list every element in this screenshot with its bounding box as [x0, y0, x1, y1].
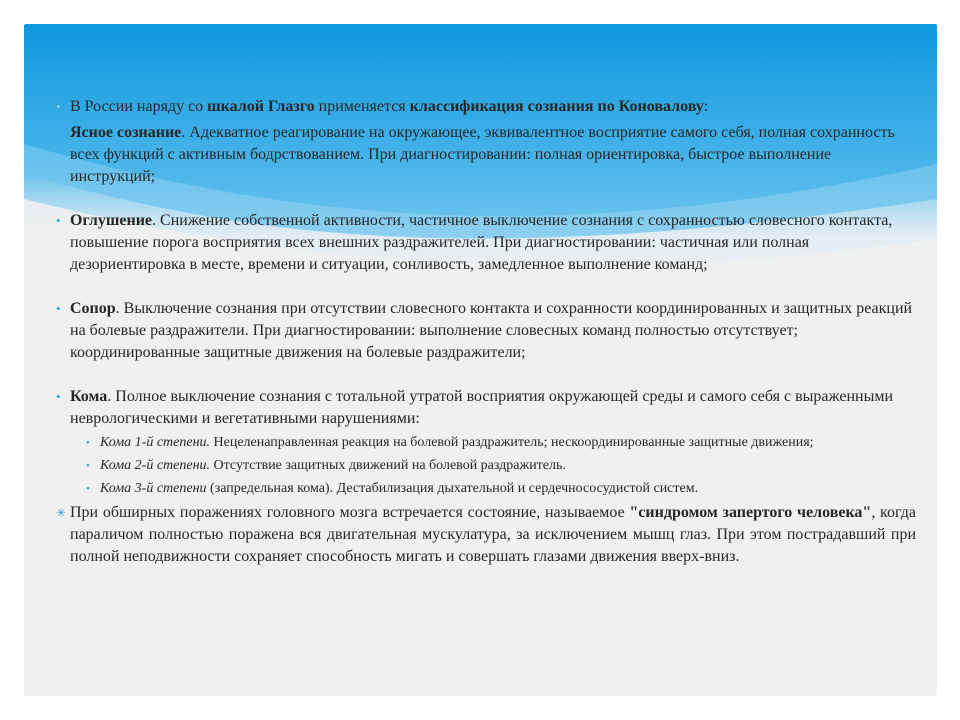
coma-degree-1: • Кома 1-й степени. Нецеленаправленная реакция на болевой раздражитель; нескоординированные защитные движения;	[100, 433, 916, 453]
clear-consciousness-term: Ясное сознание	[70, 124, 182, 141]
circle-bullet-icon: •	[86, 437, 90, 449]
circle-bullet-icon: •	[86, 483, 90, 495]
circle-bullet-icon: •	[56, 99, 61, 114]
stunning-paragraph: • Оглушение. Снижение собственной активности, частичное выключение сознания с сохранностью словесного контакта, повышение порога восприятия всех внешних раздражителей. При диагностировании: частичная или полная дезориентировка в месте, времени и ситуации, сонливость, замедленное выполнение команд;	[56, 212, 893, 273]
slide	[24, 24, 937, 696]
circle-bullet-icon: •	[86, 460, 90, 472]
locked-in-syndrome-term: "синдромом запертого человека"	[629, 504, 872, 521]
locked-in-paragraph: ✳ При обширных поражениях головного мозга встречается состояние, называемое "синдромом запертого человека", когда параличом полностью поражена вся двигательная мускулатура, за исключением мышц глаз. При этом пострадавший при полной неподвижности сохраняет способность мигать и совершать глазами движения вверх-вниз.	[56, 504, 917, 565]
star-bullet-icon: ✳	[56, 506, 67, 520]
coma-paragraph: • Кома. Полное выключение сознания с тотальной утратой восприятия окружающей среды и самого себя с выраженными неврологическими и вегетативными нарушениями:	[56, 388, 893, 427]
coma-degree-2: • Кома 2-й степени. Отсутствие защитных движений на болевой раздражитель.	[100, 456, 916, 476]
coma-degree-3: • Кома 3-й степени (запредельная кома). Дестабилизация дыхательной и сердечнососудистой систем.	[100, 479, 916, 499]
clear-consciousness-paragraph: Ясное сознание. Адекватное реагирование на окружающее, эквивалентное восприятие самого себя, полная сохранность всех функций с активным бодрствованием. При диагностировании: полная ориентировка, быстрое выполнение инструкций;	[70, 124, 895, 185]
circle-bullet-icon: •	[56, 389, 61, 404]
slide-content	[56, 96, 917, 568]
glasgow-scale-term: шкалой Глазго	[207, 98, 315, 115]
konovalov-classification-term: классификация сознания по Коновалову	[409, 98, 704, 115]
sopor-paragraph: • Сопор. Выключение сознания при отсутствии словесного контакта и сохранности координированных и защитных реакций на болевые раздражители. При диагностировании: выполнение словесных команд полностью отсутствует; координированные защитные движения на болевые раздражители;	[56, 300, 913, 361]
circle-bullet-icon: •	[56, 301, 61, 316]
coma-term: Кома	[70, 388, 108, 405]
intro-paragraph: • В России наряду со шкалой Глазго применяется классификация сознания по Коновалову:	[70, 96, 916, 118]
circle-bullet-icon: •	[56, 213, 61, 228]
sopor-term: Сопор	[70, 300, 116, 317]
stunning-term: Оглушение	[70, 212, 153, 229]
